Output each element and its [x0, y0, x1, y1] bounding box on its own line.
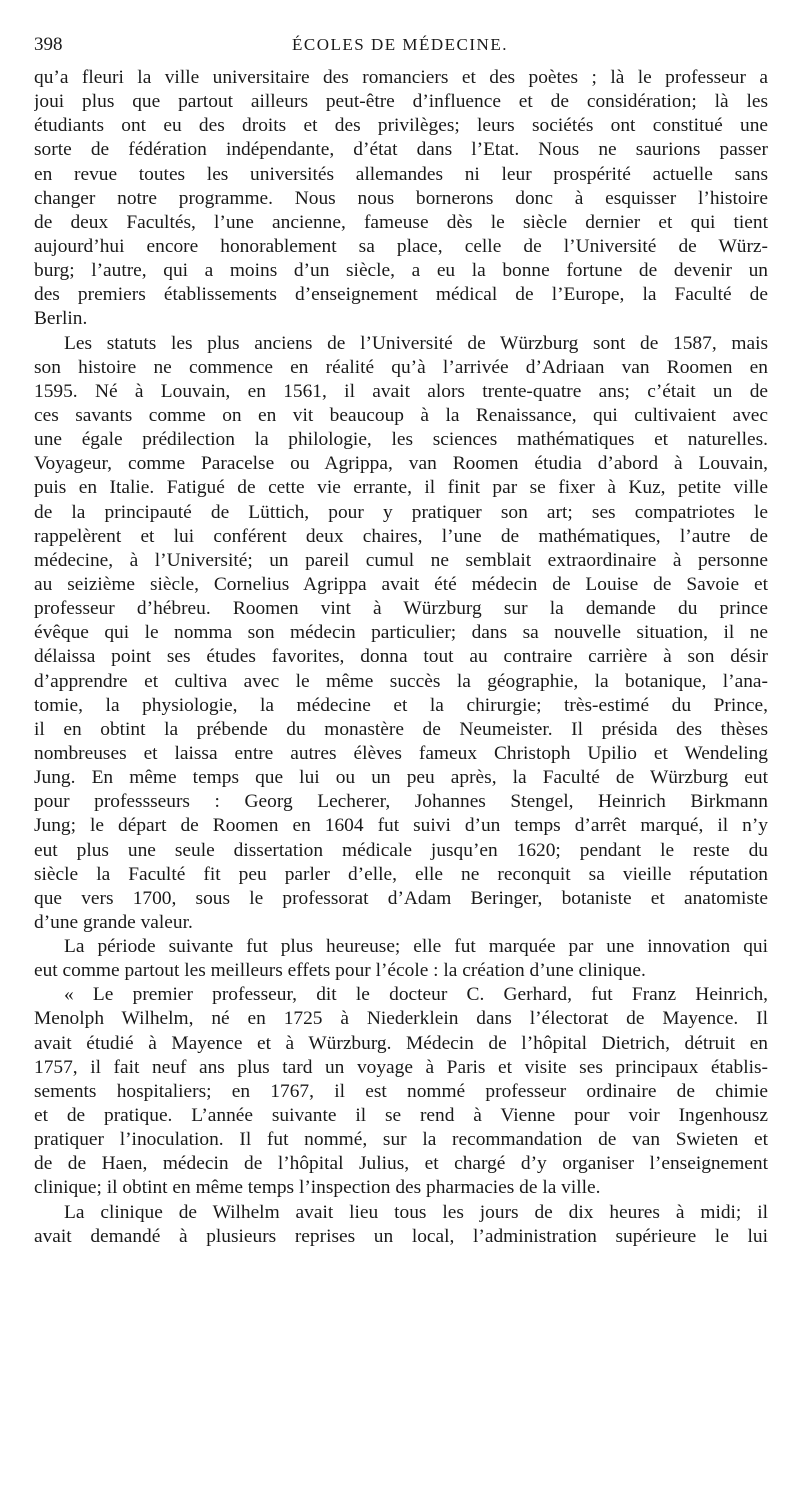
text-line: ces savants comme on en vit beaucoup à la Renaissance, qui cultivaient avec: [34, 404, 768, 426]
text-line: changer notre programme. Nous nous bornerons donc à esquisser l’histoire: [34, 187, 768, 209]
text-line: pour professseurs : Georg Lecherer, Johannes Stengel, Heinrich Birkmann: [34, 791, 768, 813]
text-line: que vers 1700, sous le professorat d’Adam Beringer, botaniste et anatomiste: [34, 887, 768, 909]
text-line: il en obtint la prébende du monastère de Neumeister. Il présida des thèses: [34, 718, 768, 740]
page-number: 398: [34, 34, 63, 55]
text-line: au seizième siècle, Cornelius Agrippa avait été médecin de Louise de Savoie et: [34, 573, 768, 595]
text-line: médecine, à l’Université; un pareil cumul ne semblait extraordinaire à personne: [34, 549, 768, 571]
text-line: étudiants ont eu des droits et des privilèges; leurs sociétés ont constitué une: [34, 115, 768, 137]
body-text: [34, 66, 768, 1249]
text-line: « Le premier professeur, dit le docteur C. Gerhard, fut Franz Heinrich,: [64, 984, 768, 1006]
text-line: avait étudié à Mayence et à Würzburg. Médecin de l’hôpital Dietrich, détruit en: [34, 1032, 768, 1054]
text-line: Jung; le départ de Roomen en 1604 fut suivi d’un temps d’arrêt marqué, il n’y: [34, 815, 768, 837]
text-line: 1757, il fait neuf ans plus tard un voyage à Paris et visite ses principaux établis-: [34, 1056, 768, 1078]
text-line: La clinique de Wilhelm avait lieu tous les jours de dix heures à midi; il: [64, 1201, 768, 1223]
text-line: eut comme partout les meilleurs effets pour l’école : la création d’une clinique.: [34, 960, 646, 982]
text-line: Voyageur, comme Paracelse ou Agrippa, van Roomen étudia d’abord à Louvain,: [34, 453, 768, 475]
text-line: burg; l’autre, qui a moins d’un siècle, a eu la bonne fortune de devenir un: [34, 260, 768, 282]
text-line: eut plus une seule dissertation médicale jusqu’en 1620; pendant le reste du: [34, 839, 768, 861]
text-line: une égale prédilection la philologie, les sciences mathématiques et naturelles.: [34, 429, 768, 451]
text-line: sorte de fédération indépendante, d’état dans l’Etat. Nous ne saurions passer: [34, 139, 768, 161]
scan-specks: [90, 1444, 770, 1450]
text-line: 1595. Né à Louvain, en 1561, il avait alors trente-quatre ans; c’était un de: [34, 380, 768, 402]
text-line: nombreuses et laissa entre autres élèves fameux Christoph Upilio et Wendeling: [34, 742, 768, 764]
text-line: Berlin.: [34, 308, 88, 330]
text-line: Jung. En même temps que lui ou un peu après, la Faculté de Würzburg eut: [34, 767, 768, 789]
text-line: délaissa point ses études favorites, donna tout au contraire carrière à son désir: [34, 646, 768, 668]
text-line: évêque qui le nomma son médecin particulier; dans sa nouvelle situation, il ne: [34, 622, 768, 644]
text-line: de deux Facultés, l’une ancienne, fameuse dès le siècle dernier et qui tient: [34, 211, 768, 233]
text-line: aujourd’hui encore honorablement sa place, celle de l’Université de Würz-: [34, 235, 768, 257]
text-line: joui plus que partout ailleurs peut-être d’influence et de considération; là les: [34, 91, 768, 113]
text-line: puis en Italie. Fatigué de cette vie errante, il finit par se fixer à Kuz, petite ville: [34, 477, 768, 499]
running-head: ÉCOLES DE MÉDECINE.: [292, 35, 508, 54]
text-line: professeur d’hébreu. Roomen vint à Würzburg sur la demande du prince: [34, 598, 768, 620]
text-line: siècle la Faculté fit peu parler d’elle, elle ne reconquit sa vieille réputation: [34, 863, 768, 885]
text-line: et de pratique. L’année suivante il se rend à Vienne pour voir Ingenhousz: [34, 1105, 768, 1127]
text-line: Menolph Wilhelm, né en 1725 à Niederklein dans l’électorat de Mayence. Il: [34, 1008, 768, 1030]
text-line: qu’a fleuri la ville universitaire des romanciers et des poètes ; là le professeur a: [34, 67, 768, 88]
text-line: sements hospitaliers; en 1767, il est nommé professeur ordinaire de chimie: [34, 1080, 768, 1102]
text-line: pratiquer l’inoculation. Il fut nommé, sur la recommandation de van Swieten et: [34, 1129, 768, 1151]
text-line: avait demandé à plusieurs reprises un local, l’administration supérieure le lui: [34, 1225, 768, 1247]
text-line: de de Haen, médecin de l’hôpital Julius, et chargé d’y organiser l’enseignement: [34, 1153, 768, 1175]
text-line: des premiers établissements d’enseignement médical de l’Europe, la Faculté de: [34, 284, 768, 306]
page-header: [34, 30, 766, 60]
text-line: son histoire ne commence en réalité qu’à l’arrivée d’Adriaan van Roomen en: [34, 356, 768, 378]
text-line: tomie, la physiologie, la médecine et la chirurgie; très-estimé du Prince,: [34, 694, 768, 716]
text-line: d’apprendre et cultiva avec le même succès la géographie, la botanique, l’ana-: [34, 670, 768, 692]
text-line: Les statuts les plus anciens de l’Université de Würzburg sont de 1587, mais: [64, 332, 768, 354]
text-line: de la principauté de Lüttich, pour y pratiquer son art; ses compatriotes le: [34, 501, 768, 523]
text-line: rappelèrent et lui conférent deux chaires, l’une de mathématiques, l’autre de: [34, 525, 768, 547]
text-line: clinique; il obtint en même temps l’inspection des pharmacies de la ville.: [34, 1177, 601, 1199]
text-line: La période suivante fut plus heureuse; elle fut marquée par une innovation qui: [64, 936, 768, 958]
text-line: d’une grande valeur.: [34, 911, 193, 933]
text-line: en revue toutes les universités allemandes ni leur prospérité actuelle sans: [34, 163, 768, 185]
